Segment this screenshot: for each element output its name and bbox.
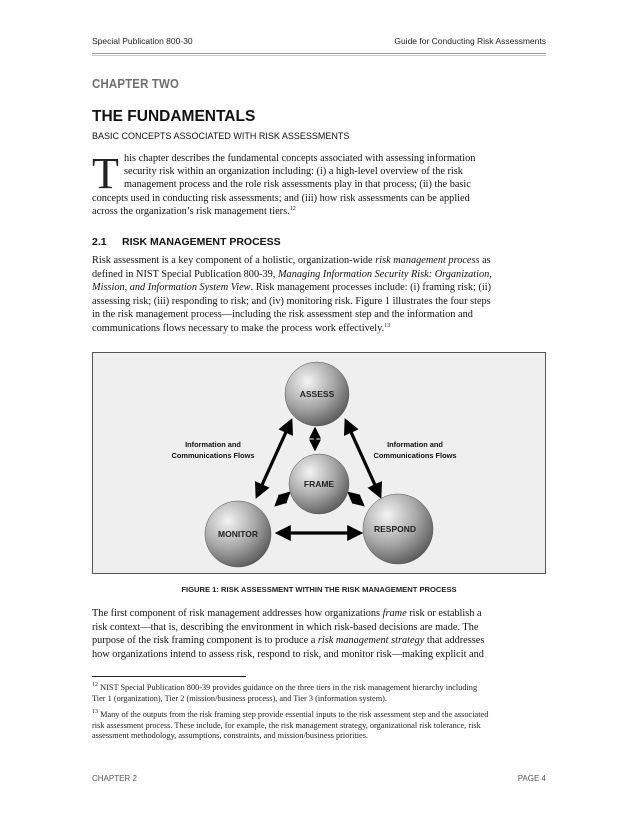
page-footer <box>92 774 546 783</box>
footnote-number: 13 <box>92 709 98 715</box>
monitor-label: MONITOR <box>218 529 258 539</box>
footnote-12 <box>92 683 546 704</box>
para-line <box>92 268 546 282</box>
footnote-ref-13[interactable]: 13 <box>384 322 391 329</box>
header-rule-secondary <box>92 55 546 56</box>
frame-label: FRAME <box>303 479 335 489</box>
para-italic: Managing Information Security Risk: Organization, <box>277 268 492 280</box>
respond-label: RESPOND <box>373 524 417 534</box>
para-line <box>92 281 546 295</box>
para-text: risk or establish a <box>406 608 482 619</box>
para-italic: frame <box>382 608 407 619</box>
arrow-frame-respond <box>349 493 363 505</box>
footnote-text: NIST Special Publication 800-39 provides guidance on the three tiers in the risk management hierarchy including <box>100 683 478 692</box>
footnote-line: Tier 1 (organization), Tier 2 (mission/business process), and Tier 3 (information system). <box>92 693 387 703</box>
intro-line: security risk within an organization including: (i) a high-level overview of the risk <box>124 166 463 178</box>
para-line: how organizations intend to assess risk, respond to risk, and monitor risk—making explicit and <box>92 648 484 660</box>
chapter-title: THE FUNDAMENTALS <box>92 108 256 125</box>
flow-label-right-line1: Information and <box>387 440 443 449</box>
assess-label: ASSESS <box>299 389 335 399</box>
footnote-line: assessment methodology, assumptions, constraints, and mission/business priorities. <box>92 731 369 741</box>
para-italic: risk management strategy <box>317 635 425 646</box>
header-publication: Special Publication 800-30 <box>92 36 193 46</box>
intro-line-text: across the organization’s risk management tiers. <box>92 205 290 217</box>
para-text: purpose of the risk framing component is to produce a <box>92 635 318 646</box>
para-line: assessing risk; (iii) responding to risk; and (iv) monitoring risk. Figure 1 illustrates the four steps <box>92 295 491 307</box>
footnote-line <box>92 683 546 694</box>
flow-label-left-line2: Communications Flows <box>171 451 255 460</box>
paragraph-risk-framing <box>92 607 546 661</box>
footnote-rule <box>92 676 246 677</box>
header-rule <box>92 53 546 54</box>
para-line <box>92 254 546 268</box>
flow-label-left-line1: Information and <box>185 440 241 449</box>
para-text: The first component of risk management addresses how organizations <box>92 608 383 619</box>
figure-caption: FIGURE 1: RISK ASSESSMENT WITHIN THE RISK MANAGEMENT PROCESS <box>181 585 457 594</box>
footnote-text: Many of the outputs from the risk framing step provide essential inputs to the risk assessment step and the associated <box>100 710 489 719</box>
para-text: as <box>479 255 491 266</box>
para-line <box>92 607 546 621</box>
footnote-line <box>92 710 546 721</box>
para-line: risk context—that is, describing the environment in which risk-based decisions are made. The <box>92 621 479 633</box>
para-text: defined in NIST Special Publication 800-39, <box>92 268 278 280</box>
intro-line <box>92 205 296 218</box>
footnote-line: risk assessment process. These include, for example, the risk management strategy, organizational risk tolerance, risk <box>92 720 481 730</box>
footer-page-number: PAGE 4 <box>517 774 546 783</box>
para-text: Risk assessment is a key component of a holistic, organization-wide <box>92 255 376 266</box>
para-italic: risk management process <box>375 255 480 266</box>
flow-label-right-line2: Communications Flows <box>373 451 457 460</box>
intro-paragraph <box>92 149 546 222</box>
paragraph-risk-management <box>92 254 546 335</box>
arrow-frame-monitor <box>276 493 289 505</box>
intro-line: management process and the role risk assessments play in that process; (ii) the basic <box>124 179 471 191</box>
risk-management-diagram <box>92 352 546 574</box>
section-heading <box>92 236 281 248</box>
section-title: RISK MANAGEMENT PROCESS <box>122 236 281 248</box>
para-line <box>92 322 546 336</box>
intro-line: his chapter describes the fundamental concepts associated with assessing information <box>124 153 476 164</box>
drop-cap: T <box>92 149 119 198</box>
footer-chapter: CHAPTER 2 <box>92 774 137 783</box>
footnote-13 <box>92 710 546 742</box>
chapter-label: CHAPTER TWO <box>92 76 180 91</box>
para-text: that addresses <box>424 635 485 646</box>
footnote-number: 12 <box>92 682 98 688</box>
header-guide-title: Guide for Conducting Risk Assessments <box>394 36 546 46</box>
running-header <box>92 36 546 46</box>
para-line: in the risk management process—including the risk assessment step and the information and <box>92 309 473 320</box>
para-italic: Mission, and Information System View <box>92 282 251 293</box>
diagram-canvas <box>93 353 547 575</box>
footnote-ref-12[interactable]: 12 <box>289 205 296 212</box>
intro-line: concepts used in conducting risk assessments; and (iii) how risk assessments can be applied <box>92 192 470 204</box>
para-text: communications flows necessary to make the process work effectively. <box>92 322 385 334</box>
section-number: 2.1 <box>92 236 107 248</box>
para-text: . Risk management processes include: (i) framing risk; (ii) <box>250 282 492 293</box>
arrow-assess-monitor <box>257 421 291 496</box>
chapter-subtitle: BASIC CONCEPTS ASSOCIATED WITH RISK ASSESSMENTS <box>92 131 350 141</box>
para-line <box>92 634 546 648</box>
